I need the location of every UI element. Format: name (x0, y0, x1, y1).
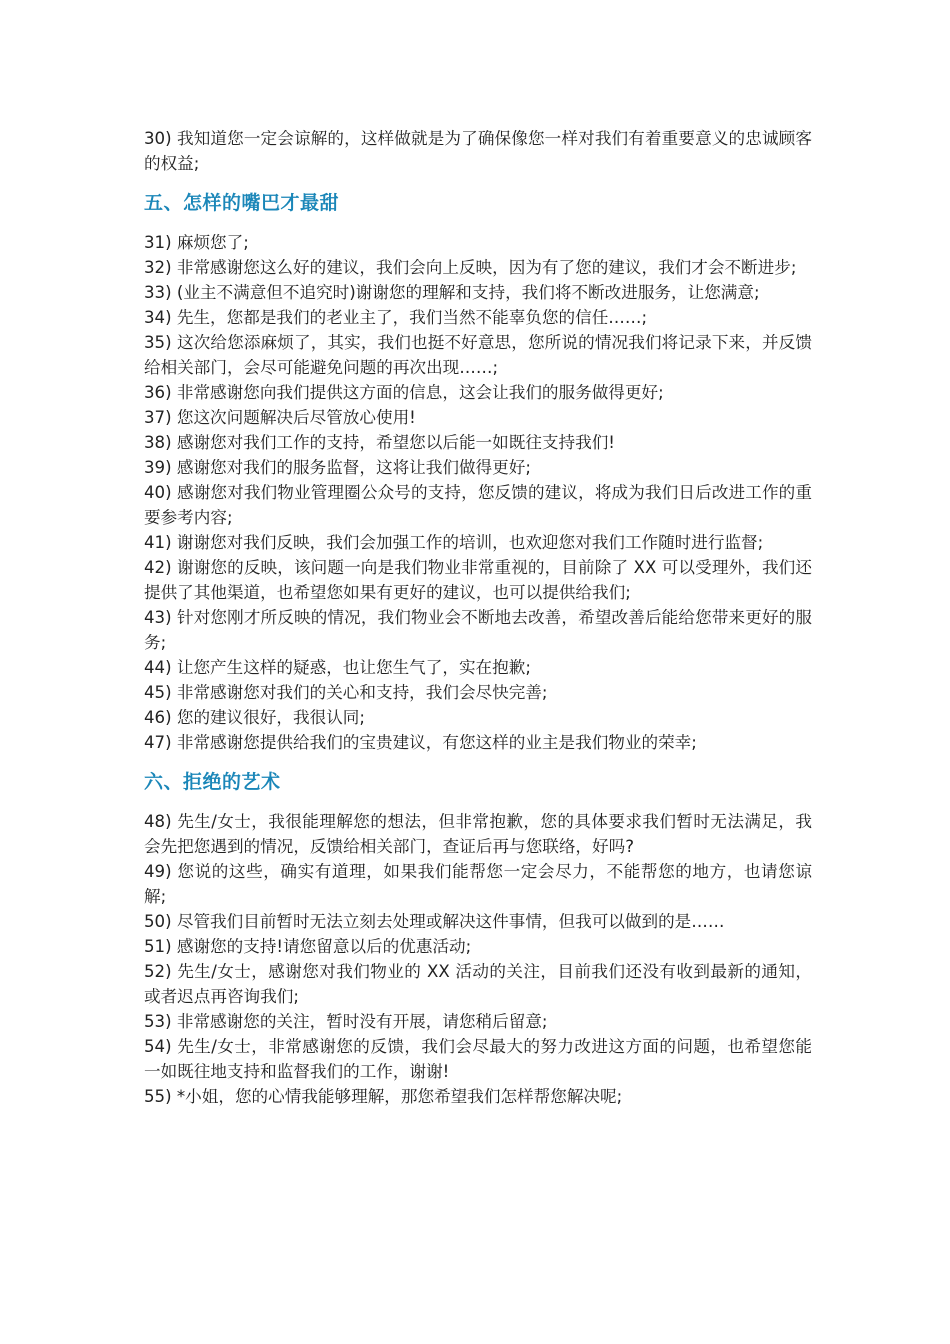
list-item: 50) 尽管我们目前暂时无法立刻去处理或解决这件事情，但我可以做到的是…… (144, 912, 725, 931)
list-item: 38) 感谢您对我们工作的支持，希望您以后能一如既往支持我们! (144, 433, 615, 452)
list-item: 55) *小姐，您的心情我能够理解，那您希望我们怎样帮您解决呢; (144, 1087, 623, 1106)
section-6-list (144, 809, 812, 1109)
list-item: 34) 先生，您都是我们的老业主了，我们当然不能辜负您的信任……; (144, 308, 648, 327)
list-item: 35) 这次给您添麻烦了，其实，我们也挺不好意思，您所说的情况我们将记录下来，并反馈给相关部门，会尽可能避免问题的再次出现……; (144, 333, 812, 377)
list-item: 40) 感谢您对我们物业管理圈公众号的支持，您反馈的建议，将成为我们日后改进工作的重要参考内容; (144, 483, 812, 527)
list-item: 41) 谢谢您对我们反映，我们会加强工作的培训，也欢迎您对我们工作随时进行监督; (144, 533, 764, 552)
list-item: 53) 非常感谢您的关注，暂时没有开展，请您稍后留意; (144, 1012, 548, 1031)
list-item: 39) 感谢您对我们的服务监督，这将让我们做得更好; (144, 458, 531, 477)
section-heading-5: 五、怎样的嘴巴才最甜 (144, 192, 340, 214)
section-heading-6: 六、拒绝的艺术 (144, 771, 281, 793)
list-item: 52) 先生/女士，感谢您对我们物业的 XX 活动的关注，目前我们还没有收到最新的通知，或者迟点再咨询我们; (144, 962, 812, 1006)
list-item: 43) 针对您刚才所反映的情况，我们物业会不断地去改善，希望改善后能给您带来更好的服务; (144, 608, 812, 652)
list-item: 36) 非常感谢您向我们提供这方面的信息，这会让我们的服务做得更好; (144, 383, 664, 402)
list-item: 32) 非常感谢您这么好的建议，我们会向上反映，因为有了您的建议，我们才会不断进步; (144, 258, 797, 277)
list-item: 48) 先生/女士，我很能理解您的想法，但非常抱歉，您的具体要求我们暂时无法满足，我会先把您遇到的情况，反馈给相关部门，查证后再与您联络，好吗? (144, 812, 812, 856)
list-item: 42) 谢谢您的反映，该问题一向是我们物业非常重视的，目前除了 XX 可以受理外，我们还提供了其他渠道，也希望您如果有更好的建议，也可以提供给我们; (144, 558, 812, 602)
list-item: 44) 让您产生这样的疑惑，也让您生气了，实在抱歉; (144, 658, 531, 677)
list-item: 30) 我知道您一定会谅解的，这样做就是为了确保像您一样对我们有着重要意义的忠诚顾客的权益; (144, 129, 812, 173)
list-item: 45) 非常感谢您对我们的关心和支持，我们会尽快完善; (144, 683, 548, 702)
document-page (144, 126, 812, 1109)
section-5-list (144, 230, 812, 755)
list-item: 31) 麻烦您了; (144, 233, 249, 252)
list-item: 51) 感谢您的支持!请您留意以后的优惠活动; (144, 937, 472, 956)
list-item: 37) 您这次问题解决后尽管放心使用! (144, 408, 416, 427)
list-item: 46) 您的建议很好，我很认同; (144, 708, 365, 727)
list-item: 49) 您说的这些，确实有道理，如果我们能帮您一定会尽力，不能帮您的地方，也请您谅解; (144, 862, 812, 906)
list-item: 54) 先生/女士，非常感谢您的反馈，我们会尽最大的努力改进这方面的问题，也希望您能一如既往地支持和监督我们的工作，谢谢! (144, 1037, 812, 1081)
list-item: 33) (业主不满意但不追究时)谢谢您的理解和支持，我们将不断改进服务，让您满意; (144, 283, 760, 302)
list-item: 47) 非常感谢您提供给我们的宝贵建议，有您这样的业主是我们物业的荣幸; (144, 733, 697, 752)
